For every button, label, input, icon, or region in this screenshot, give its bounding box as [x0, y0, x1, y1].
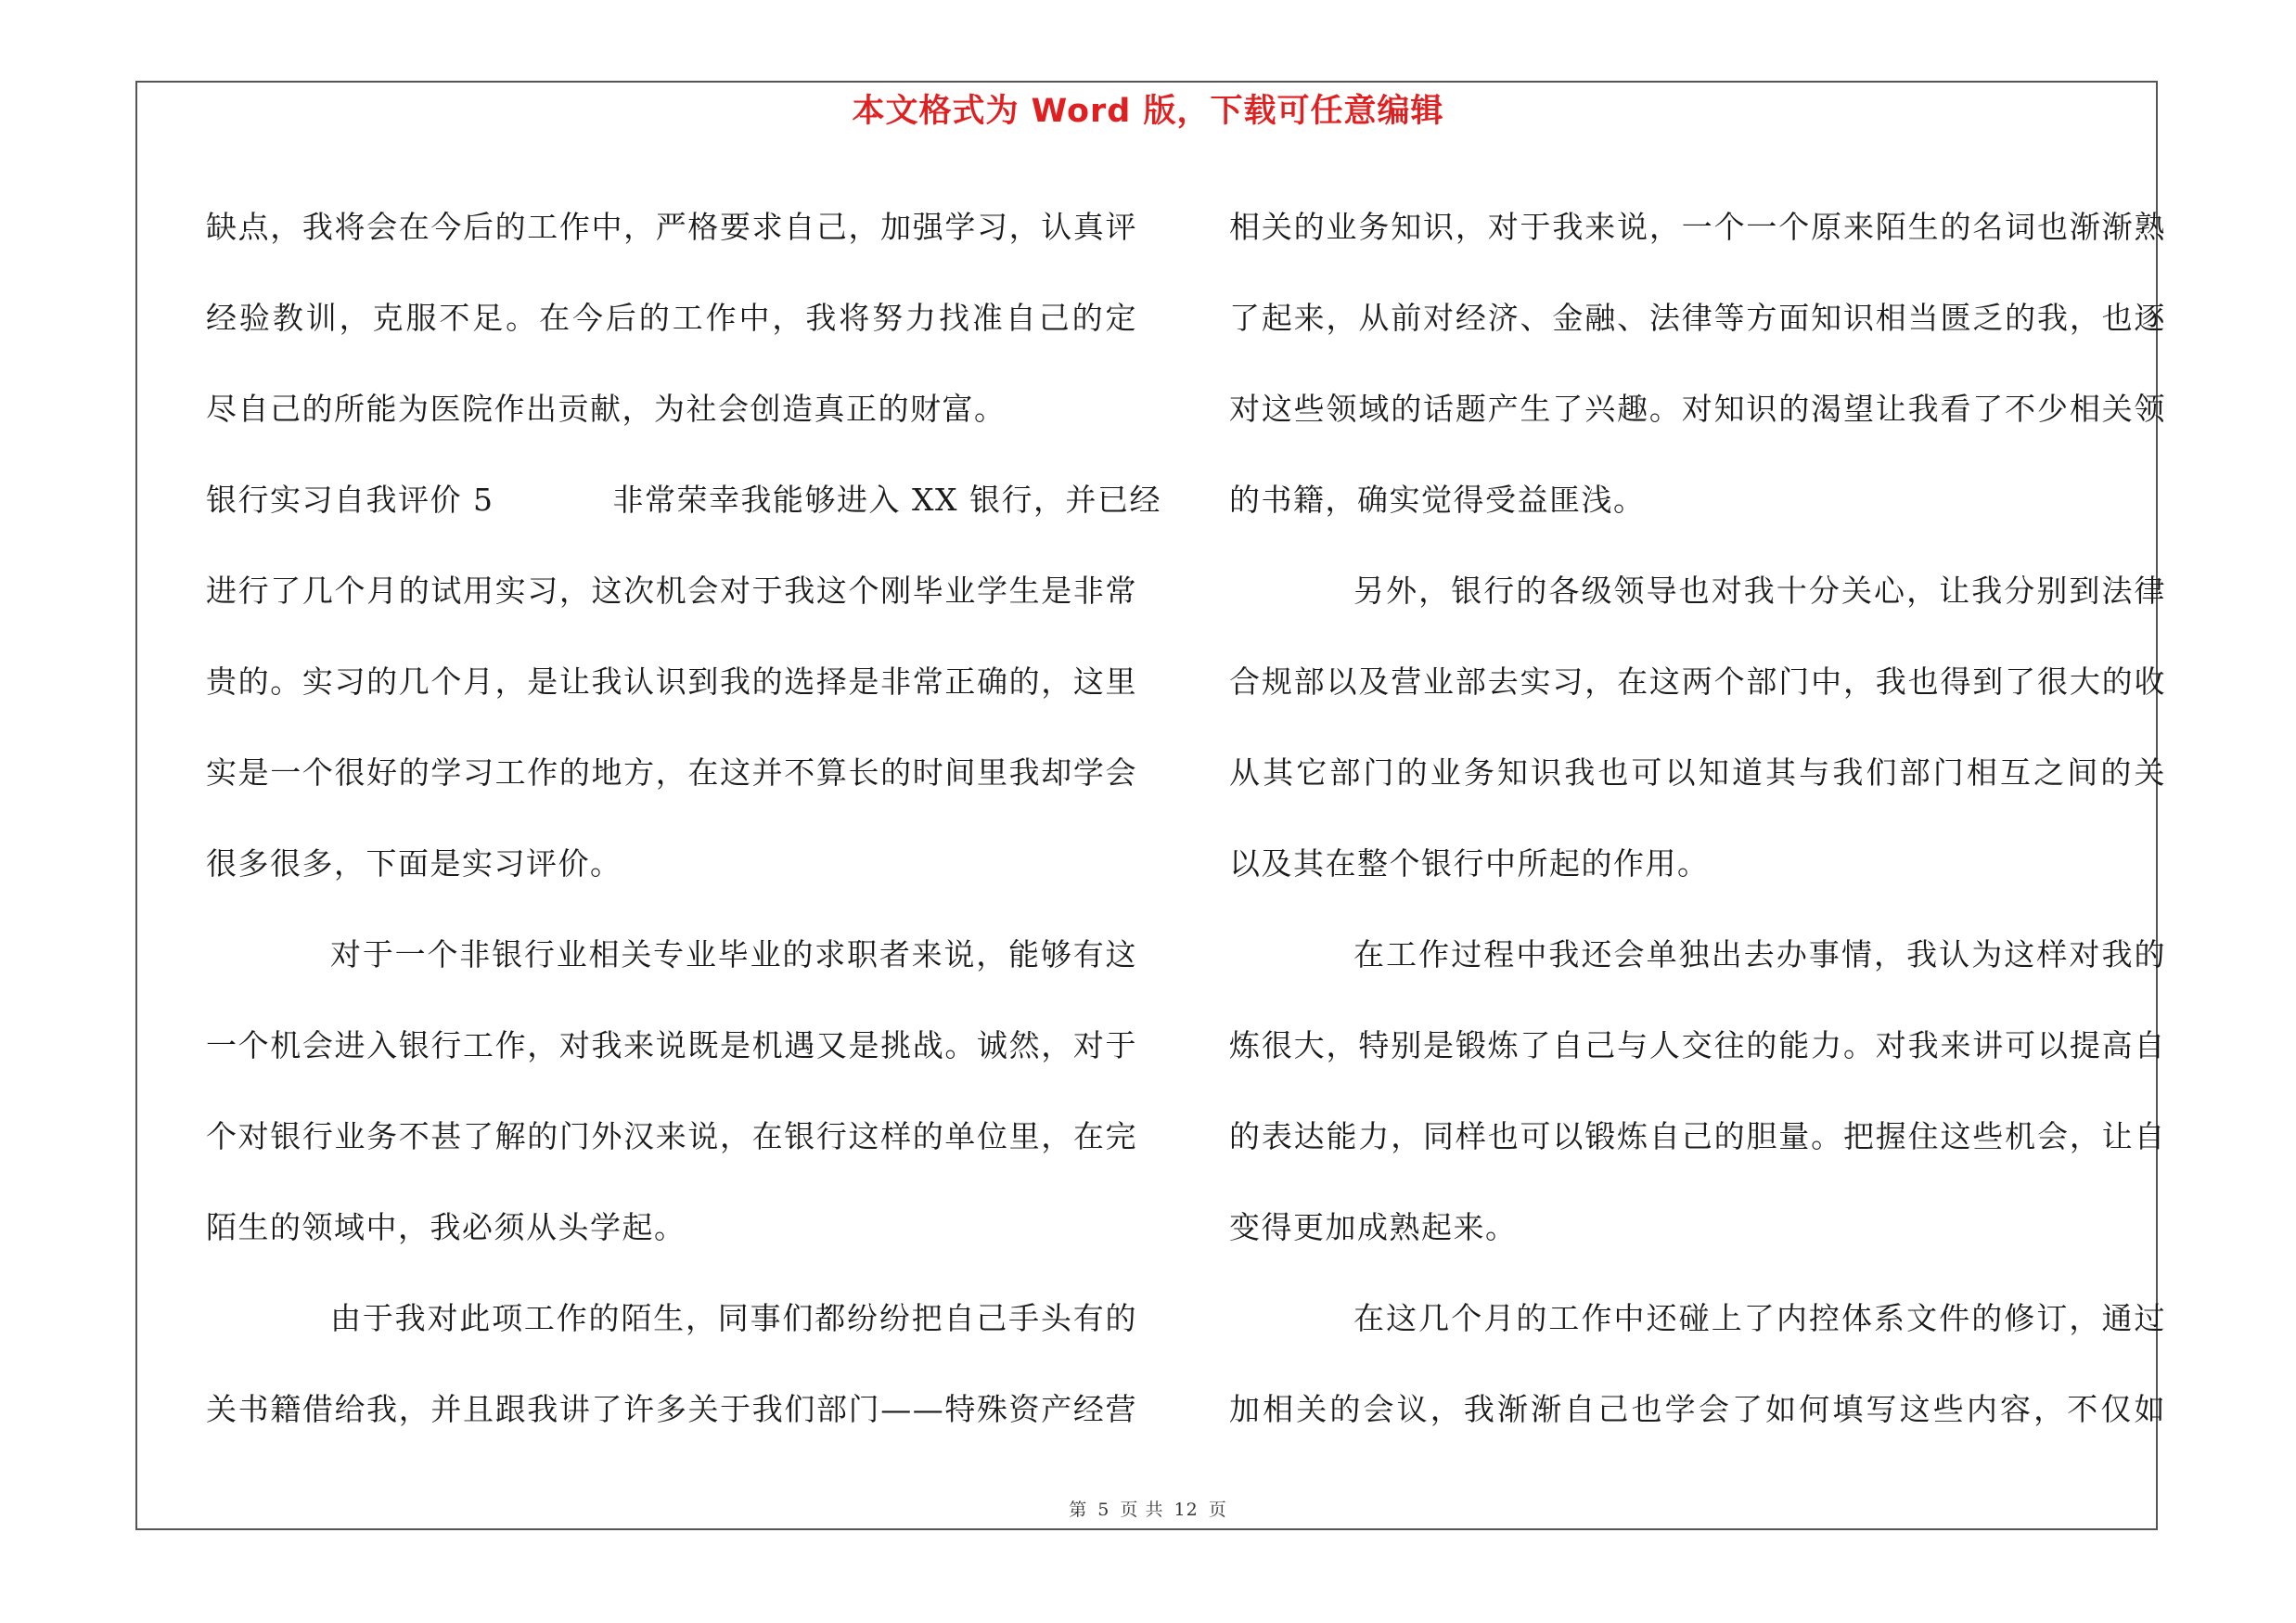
paragraph-line: 的表达能力，同样也可以锻炼自己的胆量。把握住这些机会，让自 — [1229, 1118, 2166, 1154]
current-page-number: 5 — [1097, 1500, 1110, 1520]
paragraph-line: 很多很多，下面是实习评价。 — [206, 845, 622, 882]
paragraph-line: 贵的。实习的几个月，是让我认识到我的选择是非常正确的，这里 — [206, 663, 1137, 700]
paragraph-line: 缺点，我将会在今后的工作中，严格要求自己，加强学习，认真评 — [206, 209, 1137, 245]
footer-suffix: 页 — [1208, 1500, 1227, 1520]
paragraph-line: 变得更加成熟起来。 — [1229, 1209, 1518, 1245]
header-banner: 本文格式为 Word 版，下载可任意编辑 — [852, 93, 1444, 130]
section-first-line: 非常荣幸我能够进入 XX 银行，并已经 — [612, 482, 1161, 518]
paragraph-line: 从其它部门的业务知识我也可以知道其与我们部门相互之间的关 — [1229, 754, 2166, 791]
paragraph-line: 加相关的会议，我渐渐自己也学会了如何填写这些内容，不仅如 — [1229, 1391, 2166, 1427]
paragraph-line: 陌生的领域中，我必须从头学起。 — [206, 1209, 686, 1245]
paragraph-line: 一个机会进入银行工作，对我来说既是机遇又是挑战。诚然，对于 — [206, 1027, 1137, 1063]
paragraph-line: 相关的业务知识，对于我来说，一个一个原来陌生的名词也渐渐熟 — [1229, 209, 2166, 245]
total-pages-number: 12 — [1174, 1500, 1199, 1520]
section-heading-line — [206, 455, 1161, 546]
paragraph-line: 了起来，从前对经济、金融、法律等方面知识相当匮乏的我，也逐 — [1229, 300, 2166, 336]
paragraph-line: 炼很大，特别是锻炼了自己与人交往的能力。对我来讲可以提高自 — [1229, 1027, 2166, 1063]
paragraph-line: 关书籍借给我，并且跟我讲了许多关于我们部门——特殊资产经营 — [206, 1391, 1137, 1427]
paragraph-line: 进行了几个月的试用实习，这次机会对于我这个刚毕业学生是非常 — [206, 573, 1137, 609]
footer-mid: 页 共 — [1120, 1500, 1164, 1520]
paragraph-line: 由于我对此项工作的陌生，同事们都纷纷把自己手头有的 — [330, 1300, 1137, 1336]
paragraph-line: 对这些领域的话题产生了兴趣。对知识的渴望让我看了不少相关领 — [1229, 391, 2166, 427]
paragraph-line: 以及其在整个银行中所起的作用。 — [1229, 845, 1710, 882]
paragraph-line: 实是一个很好的学习工作的地方，在这并不算长的时间里我却学会 — [206, 754, 1137, 791]
paragraph-line: 在工作过程中我还会单独出去办事情，我认为这样对我的 — [1353, 936, 2166, 973]
paragraph-line: 经验教训，克服不足。在今后的工作中，我将努力找准自己的定 — [206, 300, 1137, 336]
paragraph-line: 另外，银行的各级领导也对我十分关心，让我分别到法律 — [1353, 573, 2166, 609]
left-column — [206, 182, 1161, 1455]
paragraph-line: 尽自己的所能为医院作出贡献，为社会创造真正的财富。 — [206, 391, 1007, 427]
paragraph-line: 对于一个非银行业相关专业毕业的求职者来说，能够有这 — [330, 936, 1137, 973]
footer-prefix: 第 — [1069, 1500, 1088, 1520]
paragraph-line: 在这几个月的工作中还碰上了内控体系文件的修订，通过 — [1353, 1300, 2166, 1336]
paragraph-line: 合规部以及营业部去实习，在这两个部门中，我也得到了很大的收 — [1229, 663, 2166, 700]
paragraph-line: 的书籍，确实觉得受益匪浅。 — [1229, 482, 1646, 518]
paragraph-line: 个对银行业务不甚了解的门外汉来说，在银行这样的单位里，在完 — [206, 1118, 1137, 1154]
page-footer — [0, 1496, 2296, 1521]
section-title: 银行实习自我评价 5 — [206, 482, 494, 518]
right-column — [1229, 182, 2166, 1455]
